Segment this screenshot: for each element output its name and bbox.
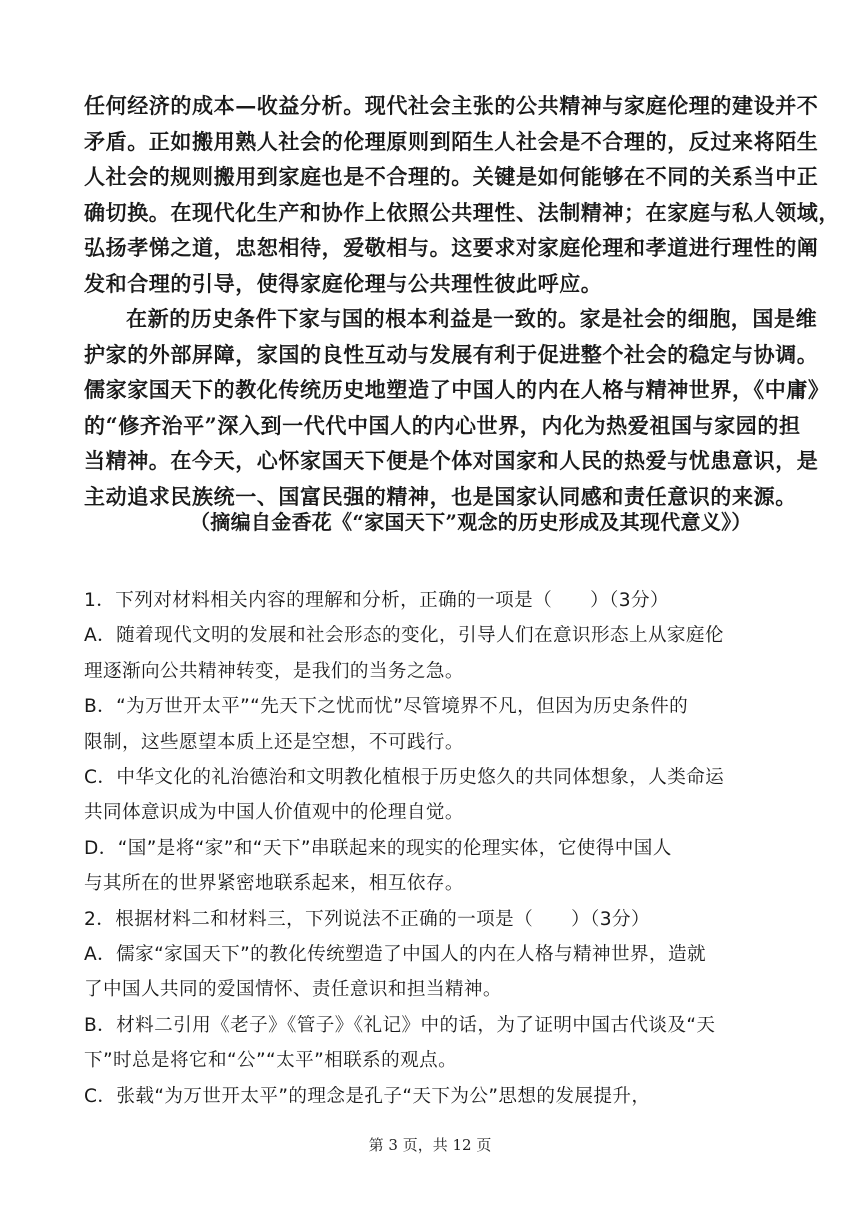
passage-line: 护家的外部屏障，家国的良性互动与发展有利于促进整个社会的稳定与协调。 xyxy=(84,341,819,367)
question-1-option-b-cont: 限制，这些愿望本质上还是空想，不可践行。 xyxy=(84,731,464,753)
passage-line: 确切换。在现代化生产和协作上依照公共理性、法制精神；在家庭与私人领域， xyxy=(84,199,840,225)
passage-line: 矛盾。正如搬用熟人社会的伦理原则到陌生人社会是不合理的，反过来将陌生 xyxy=(84,128,819,154)
question-2-option-b: B．材料二引用《老子》《管子》《礼记》中的话，为了证明中国古代谈及“天 xyxy=(84,1014,716,1036)
passage-line: 弘扬孝悌之道，忠恕相待，爱敬相与。这要求对家庭伦理和孝道进行理性的阐 xyxy=(84,235,819,260)
passage-line: 发和合理的引导，使得家庭伦理与公共理性彼此呼应。 xyxy=(84,270,603,296)
question-section xyxy=(84,583,764,1114)
passage-line: 儒家家国天下的教化传统历史地塑造了中国人的内在人格与精神世界，《中庸》 xyxy=(84,377,830,402)
passage-line: 人社会的规则搬用到家庭也是不合理的。关键是如何能够在不同的关系当中正 xyxy=(84,164,819,189)
question-2-option-a-cont: 了中国人共同的爱国情怀、责任意识和担当精神。 xyxy=(84,979,502,1001)
passage-line: 在新的历史条件下家与国的根本利益是一致的。家是社会的细胞，国是维 xyxy=(126,306,818,331)
question-1-option-a: A．随着现代文明的发展和社会形态的变化，引导人们在意识形态上从家庭伦 xyxy=(84,625,724,647)
question-1-option-c: C．中华文化的礼治德治和文明教化植根于历史悠久的共同体想象，人类命运 xyxy=(84,767,725,789)
page-number-footer: 第 3 页，共 12 页 xyxy=(368,1136,492,1154)
question-1-option-b: B．“为万世开太平”“先天下之忧而忧”尽管境界不凡，但因为历史条件的 xyxy=(84,696,689,718)
question-1-option-c-cont: 共同体意识成为中国人价值观中的伦理自觉。 xyxy=(84,802,464,824)
question-2-option-b-cont: 下”时总是将它和“公”“太平”相联系的观点。 xyxy=(84,1050,458,1072)
question-2-option-a: A．儒家“家国天下”的教化传统塑造了中国人的内在人格与精神世界，造就 xyxy=(84,944,706,966)
passage-line: 任何经济的成本—收益分析。现代社会主张的公共精神与家庭伦理的建设并不 xyxy=(84,93,819,118)
question-2-option-c: C．张载“为万世开太平”的理念是孔子“天下为公”思想的发展提升， xyxy=(84,1085,651,1107)
question-1-option-d-cont: 与其所在的世界紧密地联系起来，相互依存。 xyxy=(84,873,464,895)
question-1-stem: 1．下列对材料相关内容的理解和分析，正确的一项是（ ）（3分） xyxy=(84,590,669,611)
question-2-stem: 2．根据材料二和材料三，下列说法不正确的一项是（ ）（3分） xyxy=(84,908,650,930)
passage-line: 的“修齐治平”深入到一代代中国人的内心世界，内化为热爱祖国与家园的担 xyxy=(84,412,801,438)
passage-source-citation: （摘编自金香花《“家国天下”观念的历史形成及其现代意义》） xyxy=(190,510,752,534)
question-1-option-d: D．“国”是将“家”和“天下”串联起来的现实的伦理实体，它使得中国人 xyxy=(84,837,672,859)
passage-line: 主动追求民族统一、国富民强的精神，也是国家认同感和责任意识的来源。 xyxy=(84,483,797,509)
reading-passage xyxy=(84,88,840,514)
question-1-option-a-cont: 理逐渐向公共精神转变，是我们的当务之急。 xyxy=(84,660,464,682)
passage-line: 当精神。在今天，心怀家国天下便是个体对国家和人民的热爱与忧患意识，是 xyxy=(84,448,819,473)
